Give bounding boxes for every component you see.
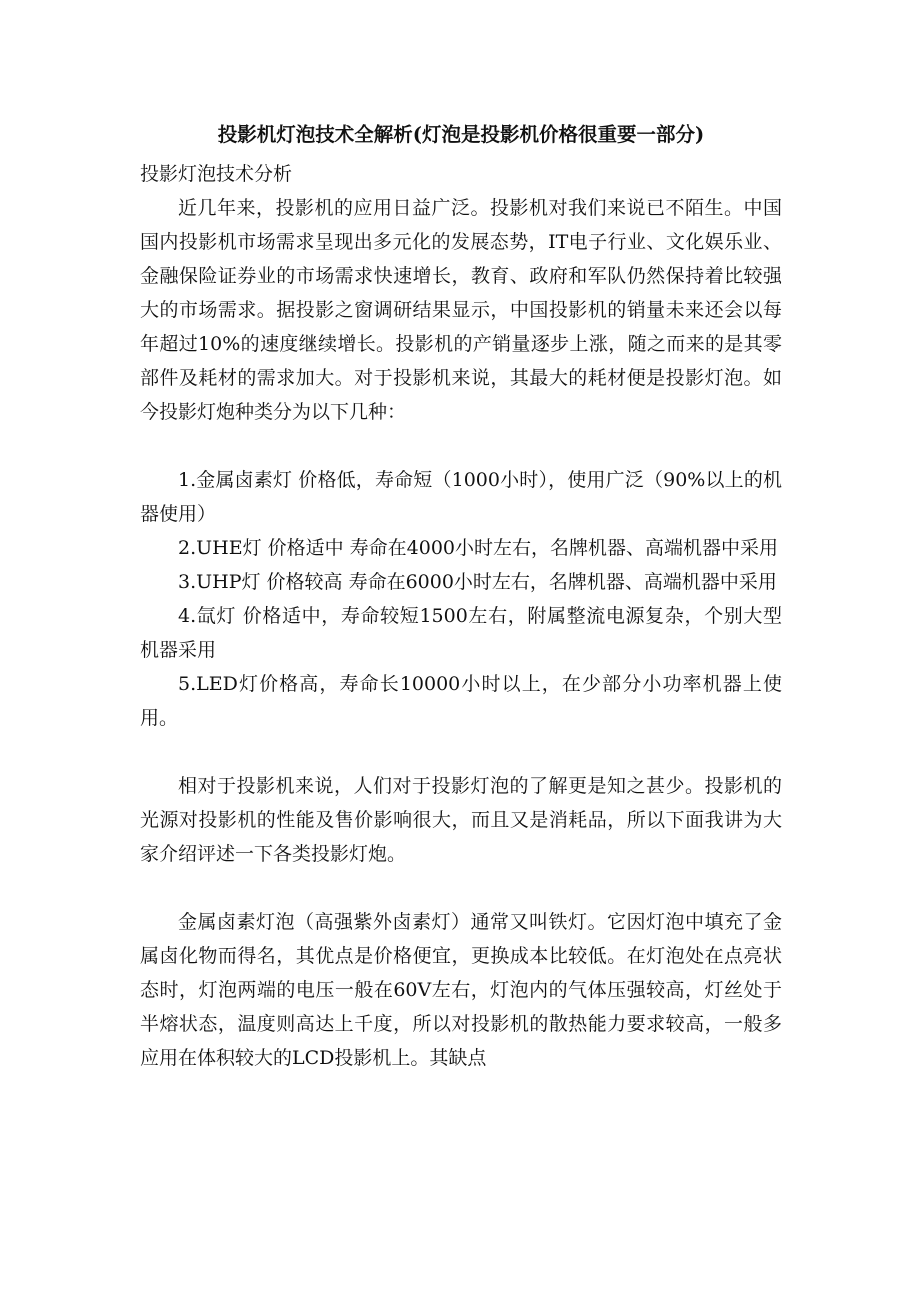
intro-paragraph: 近几年来，投影机的应用日益广泛。投影机对我们来说已不陌生。中国国内投影机市场需求呈现出多元化的发展态势，IT电子行业、文化娱乐业、金融保险证券业的市场需求快速增长，教育、政府和军队仍然保持着比较强大的市场需求。据投影之窗调研结果显示，中国投影机的销量未来还会以每年超过10%的速度继续增长。投影机的产销量逐步上涨，随之而来的是其零部件及耗材的需求加大。对于投影机来说，其最大的耗材便是投影灯泡。如今投影灯炮种类分为以下几种： <box>140 197 782 423</box>
body-paragraph: 相对于投影机来说，人们对于投影灯泡的了解更是知之甚少。投影机的光源对投影机的性能及售价影响很大，而且又是消耗品，所以下面我讲为大家介绍评述一下各类投影灯炮。 <box>140 775 782 865</box>
section-heading: 投影灯泡技术分析 <box>140 163 293 185</box>
body-paragraph: 金属卤素灯泡（高强紫外卤素灯）通常又叫铁灯。它因灯泡中填充了金属卤化物而得名，其优点是价格便宜，更换成本比较低。在灯泡处在点亮状态时，灯泡两端的电压一般在60V左右，灯泡内的气体压强较高，灯丝处于半熔状态，温度则高达上千度，所以对投影机的散热能力要求较高，一般多应用在体积较大的LCD投影机上。其缺点 <box>140 911 782 1069</box>
list-item: 5.LED灯价格高，寿命长10000小时以上，在少部分小功率机器上使用。 <box>140 673 782 729</box>
document-content <box>140 112 782 1075</box>
list-item: 3.UHP灯 价格较高 寿命在6000小时左右，名牌机器、高端机器中采用 <box>178 571 777 593</box>
list-item: 2.UHE灯 价格适中 寿命在4000小时左右，名牌机器、高端机器中采用 <box>178 537 779 559</box>
document-title: 投影机灯泡技术全解析(灯泡是投影机价格很重要一部分) <box>217 123 705 146</box>
list-item: 4.氙灯 价格适中，寿命较短1500左右，附属整流电源复杂，个别大型机器采用 <box>140 605 782 661</box>
blank-line <box>140 429 782 463</box>
blank-line <box>140 735 782 769</box>
blank-line <box>140 871 782 905</box>
list-item: 1.金属卤素灯 价格低，寿命短（1000小时），使用广泛（90%以上的机器使用） <box>140 469 782 525</box>
